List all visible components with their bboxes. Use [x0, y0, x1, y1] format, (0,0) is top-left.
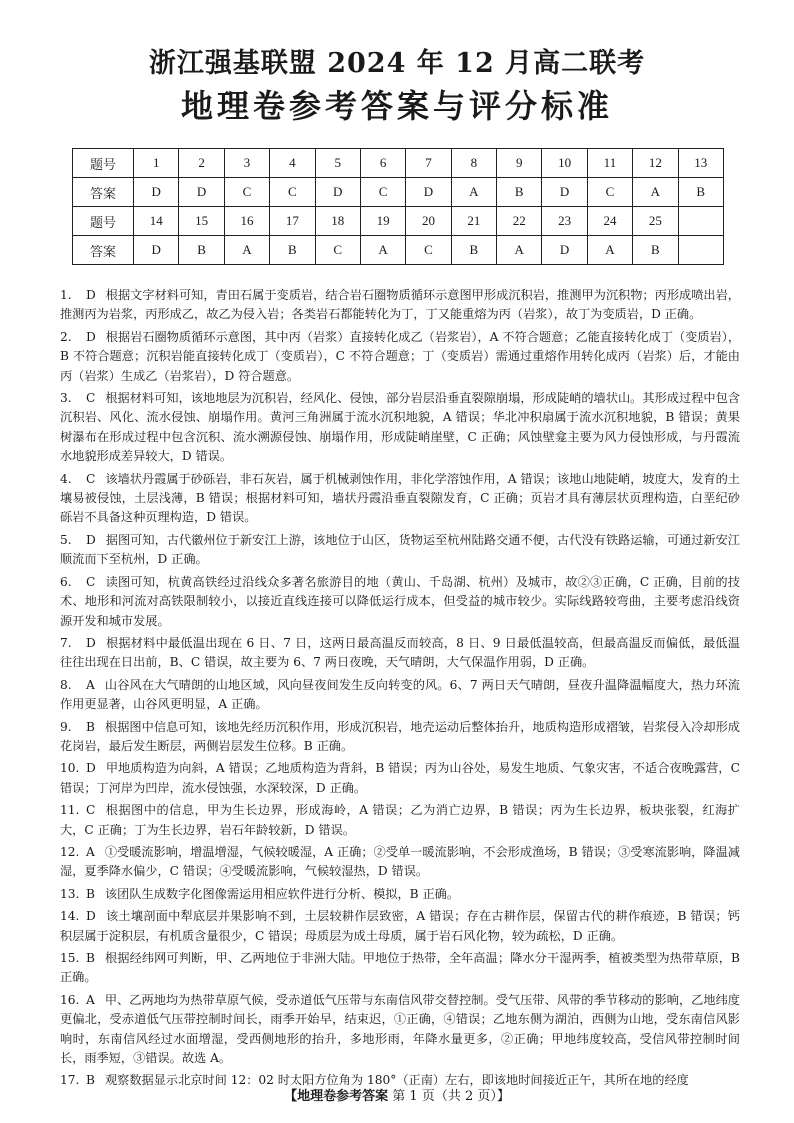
- item-text: 根据材料可知，该地地层为沉积岩，经风化、侵蚀，部分岩层沿垂直裂隙崩塌，形成陡峭的墙状山。其形成过程中包含沉积岩、风化、流水侵蚀、崩塌作用。黄河三角洲属于流水沉积地貌，A 错误；华北冲积扇属于流水沉积地貌，B 错误；黄果树瀑布在形成过程中包含沉积、流水溯源侵蚀、崩塌作用，形成陡峭崖壁，C 正确；风蚀壁龛主要为风力侵蚀形成，与丹霞流水地貌形成差异较大，D 错误。: [60, 391, 740, 464]
- answer-table-cell: C: [360, 178, 405, 207]
- explanation-item: [60, 470, 740, 528]
- explanation-item: [60, 718, 740, 757]
- answer-table-row: [73, 236, 724, 265]
- item-answer: B: [86, 951, 95, 965]
- answer-table-cell: A: [633, 178, 678, 207]
- item-answer: C: [86, 803, 96, 818]
- explanation-item: [60, 843, 740, 882]
- explanation-item: [60, 328, 740, 386]
- item-number: 6.: [60, 574, 72, 589]
- item-number: 12.: [60, 844, 80, 859]
- item-answer: D: [86, 909, 96, 924]
- answer-table-row: [73, 149, 724, 178]
- item-number: 9.: [60, 719, 72, 734]
- answer-table-cell: 4: [270, 149, 315, 178]
- item-text: 根据文字材料可知，青田石属于变质岩，结合岩石圈物质循环示意图甲形成沉积岩，推测甲为沉积物；丙形成喷出岩，推测丙为岩浆，丙形成乙，故乙为侵入岩；各类岩石都能转化为丁，丁又能重熔为丙（岩浆），故丁为变质岩，D 正确。: [60, 288, 740, 322]
- item-number: 17.: [60, 1073, 80, 1088]
- answer-table-cell: A: [360, 236, 405, 265]
- answer-table-cell: 17: [270, 207, 315, 236]
- item-answer: D: [86, 288, 96, 302]
- footer-page: 第 1 页（共 2 页）】: [392, 1089, 510, 1104]
- item-text: 该团队生成数字化图像需运用相应软件进行分析、模拟，B 正确。: [104, 886, 460, 901]
- explanation-item: [60, 949, 740, 988]
- explanation-item: [60, 531, 740, 570]
- answer-table-cell: 14: [134, 207, 179, 236]
- item-answer: C: [86, 391, 96, 406]
- item-answer: D: [86, 635, 96, 650]
- item-number: 14.: [60, 909, 80, 924]
- answer-table-header-cell: 题号: [73, 149, 134, 178]
- answer-table-cell: B: [451, 236, 496, 265]
- item-text: 该土壤剖面中犁底层并果影响不到，土层较耕作层致密，A 错误；存在古耕作层，保留古代的耕作痕迹，B 错误；钙积层属于淀积层，有机质含量很少，C 错误；母质层为成土母质，属于岩石风化物，较为疏松，D 正确。: [60, 909, 740, 943]
- item-answer: B: [86, 719, 95, 734]
- item-answer: D: [86, 532, 96, 547]
- answer-table-cell: B: [497, 178, 542, 207]
- item-answer: A: [86, 677, 95, 692]
- answer-table-cell: D: [542, 178, 587, 207]
- answer-table-cell: 21: [451, 207, 496, 236]
- answer-table-cell: 5: [315, 149, 360, 178]
- explanation-item: [60, 286, 740, 325]
- item-number: 3.: [60, 391, 72, 406]
- answer-table-cell: 3: [224, 149, 269, 178]
- answer-table-cell: 16: [224, 207, 269, 236]
- answer-table-cell: A: [224, 236, 269, 265]
- item-text: 读图可知，杭黄高铁经过沿线众多著名旅游目的地（黄山、千岛湖、杭州）及城市，故②③正确，C 正确，目前的技术、地形和河流对高铁限制较小，以接近直线连接可以降低运行成本，但受益的城市较少。实际线路较弯曲，主要考虑沿线资源开发和城市发展。: [60, 574, 740, 628]
- page-title: 浙江强基联盟 2024 年 12 月高二联考: [148, 48, 646, 79]
- answer-table-cell: 18: [315, 207, 360, 236]
- answer-table-header-cell: 答案: [73, 178, 134, 207]
- item-number: 16.: [60, 992, 80, 1007]
- item-number: 7.: [60, 635, 72, 650]
- answer-table-header-cell: 题号: [73, 207, 134, 236]
- answer-table-cell: 20: [406, 207, 451, 236]
- answer-table-header-cell: 答案: [73, 236, 134, 265]
- answer-table-cell: C: [224, 178, 269, 207]
- answer-table-cell: [678, 236, 724, 265]
- answer-table-cell: 9: [497, 149, 542, 178]
- answer-table-cell: 12: [633, 149, 678, 178]
- answer-table-cell: 24: [587, 207, 632, 236]
- explanation-item: [60, 573, 740, 631]
- answer-table-cell: A: [587, 236, 632, 265]
- explanation-item: [60, 676, 740, 715]
- page-subtitle: 地理卷参考答案与评分标准: [180, 87, 613, 125]
- item-text: 根据岩石圈物质循环示意图，其中丙（岩浆）直接转化成乙（岩浆岩），A 不符合题意；乙能直接转化成丁（变质岩），B 不符合题意；沉积岩能直接转化成丁（变质岩），C 不符合题意；丁（变质岩）需通过重熔作用转化成丙（岩浆）后，才能由丙（岩浆）生成乙（岩浆岩），D 符合题意。: [60, 329, 741, 383]
- answer-table-cell: B: [179, 236, 224, 265]
- answer-table-cell: B: [678, 178, 724, 207]
- answer-table-cell: 23: [542, 207, 587, 236]
- answer-table-cell: 2: [179, 149, 224, 178]
- explanation-item: [60, 759, 740, 798]
- answer-table-cell: [678, 207, 724, 236]
- item-answer: C: [86, 471, 96, 486]
- answer-table-cell: B: [633, 236, 678, 265]
- item-text: 根据经纬网可判断，甲、乙两地位于非洲大陆。甲地位于热带，全年高温；降水分干湿两季，植被类型为热带草原，B 正确。: [60, 951, 740, 985]
- answer-table-cell: 1: [134, 149, 179, 178]
- item-answer: A: [86, 992, 95, 1007]
- item-number: 8.: [60, 677, 72, 692]
- answer-table-cell: 25: [633, 207, 678, 236]
- answer-table-cell: A: [451, 178, 496, 207]
- answer-table-cell: B: [270, 236, 315, 265]
- item-answer: D: [86, 329, 96, 344]
- answer-table-cell: D: [179, 178, 224, 207]
- answer-table: [72, 148, 724, 265]
- answer-table-cell: 10: [542, 149, 587, 178]
- explanation-item: [60, 991, 740, 1069]
- item-number: 4.: [60, 471, 72, 486]
- item-text: 根据图中的信息，甲为生长边界，形成海岭，A 错误；乙为消亡边界，B 错误；丙为生长边界，板块张裂，红海扩大，C 正确；丁为生长边界，岩石年龄较新，D 错误。: [60, 803, 740, 837]
- explanation-item: [60, 885, 740, 904]
- item-text: 甲、乙两地均为热带草原气候，受赤道低气压带与东南信风带交替控制。受气压带、风带的季节移动的影响，乙地纬度更偏北，受赤道低气压带控制时间长，雨季开始早，结束迟，①正确，④错误；乙地东侧为湖泊，西侧为山地，受东南信风影响时，东南信风经过水面增湿，受西侧地形的抬升，多地形雨，年降水量更多，②正确；甲地纬度较高，受信风带控制时间长，雨季短，③错误。故选 A。: [60, 992, 740, 1066]
- item-text: 根据图中信息可知，该地先经历沉积作用，形成沉积岩，地壳运动后整体抬升，地质构造形成褶皱，岩浆侵入冷却形成花岗岩，最后发生断层，两侧岩层发生位移。B 正确。: [60, 719, 740, 753]
- answer-table-cell: 6: [360, 149, 405, 178]
- answer-table-cell: 19: [360, 207, 405, 236]
- answer-table-cell: 22: [497, 207, 542, 236]
- item-number: 5.: [60, 532, 72, 547]
- explanation-item: [60, 634, 740, 673]
- answer-table-cell: C: [315, 236, 360, 265]
- explanation-item: [60, 801, 740, 840]
- footer-label: 【地理卷参考答案: [284, 1089, 389, 1104]
- answer-table-cell: D: [406, 178, 451, 207]
- answer-table-cell: 15: [179, 207, 224, 236]
- answer-table-cell: D: [542, 236, 587, 265]
- answer-table-row: [73, 207, 724, 236]
- item-text: ①受暖流影响，增温增湿，气候较暖湿，A 正确；②受单一暖流影响，不会形成渔场，B 错误；③受寒流影响，降温减湿，夏季降水偏少，C 错误；④受暖流影响，气候较湿热，D 错误。: [60, 844, 740, 879]
- answer-table-cell: C: [406, 236, 451, 265]
- item-number: 15.: [60, 951, 80, 965]
- answer-table-cell: D: [315, 178, 360, 207]
- answer-table-cell: 7: [406, 149, 451, 178]
- item-answer: C: [86, 574, 96, 589]
- item-text: 甲地质构造为向斜，A 错误；乙地质构造为背斜，B 错误；丙为山谷处，易发生地质、气象灾害，不适合夜晚露营，C 错误；丁河岸为凹岸，流水侵蚀强，水深较深，D 正确。: [60, 761, 740, 795]
- item-text: 据图可知，古代徽州位于新安江上游，该地位于山区，货物运至杭州陆路交通不便，古代没有铁路运输，可通过新安江顺流而下至杭州，D 正确。: [60, 532, 740, 567]
- answer-table-cell: C: [587, 178, 632, 207]
- answer-table-cell: A: [497, 236, 542, 265]
- answer-table-row: [73, 178, 724, 207]
- answer-table-cell: D: [134, 236, 179, 265]
- answer-table-cell: C: [270, 178, 315, 207]
- answer-table-cell: 8: [451, 149, 496, 178]
- item-number: 2.: [60, 329, 72, 344]
- explanation-list: [60, 286, 740, 1094]
- answer-table-cell: 11: [587, 149, 632, 178]
- answer-table-cell: 13: [678, 149, 724, 178]
- item-number: 1.: [60, 288, 72, 302]
- page-footer: [0, 1088, 794, 1106]
- item-text: 山谷风在大气晴朗的山地区域，风向昼夜间发生反向转变的风。6、7 两日天气晴朗，昼夜升温降温幅度大，热力环流作用更显著，山谷风更明显，A 正确。: [60, 677, 740, 712]
- explanation-item: [60, 389, 740, 467]
- item-answer: D: [86, 761, 96, 776]
- explanation-item: [60, 907, 740, 946]
- item-number: 13.: [60, 886, 80, 901]
- item-answer: B: [86, 886, 95, 901]
- item-number: 10.: [60, 761, 80, 776]
- item-text: 观察数据显示北京时间 12：02 时太阳方位角为 180°（正南）左右，即该地时间接近正午，其所在地的经度: [104, 1073, 689, 1088]
- item-answer: B: [86, 1073, 95, 1088]
- item-text: 该墙状丹霞属于砂砾岩，非石灰岩，属于机械剥蚀作用，非化学溶蚀作用，A 错误；该地山地陡峭，坡度大，发育的土壤易被侵蚀，土层浅薄，B 错误；根据材料可知，墙状丹霞沿垂直裂隙发育，C 正确；页岩才具有薄层状页理构造，白垩纪砂砾岩不具备这种页理构造，D 错误。: [60, 471, 740, 525]
- answer-table-cell: D: [134, 178, 179, 207]
- item-answer: A: [86, 844, 95, 859]
- item-text: 根据材料中最低温出现在 6 日、7 日，这两日最高温反而较高，8 日、9 日最低温较高，但最高温反而偏低，最低温往往出现在日出前，B、C 错误，故主要为 6、7 两日夜晚，天气晴朗，大气保温作用弱，D 正确。: [60, 635, 740, 670]
- item-number: 11.: [60, 803, 80, 818]
